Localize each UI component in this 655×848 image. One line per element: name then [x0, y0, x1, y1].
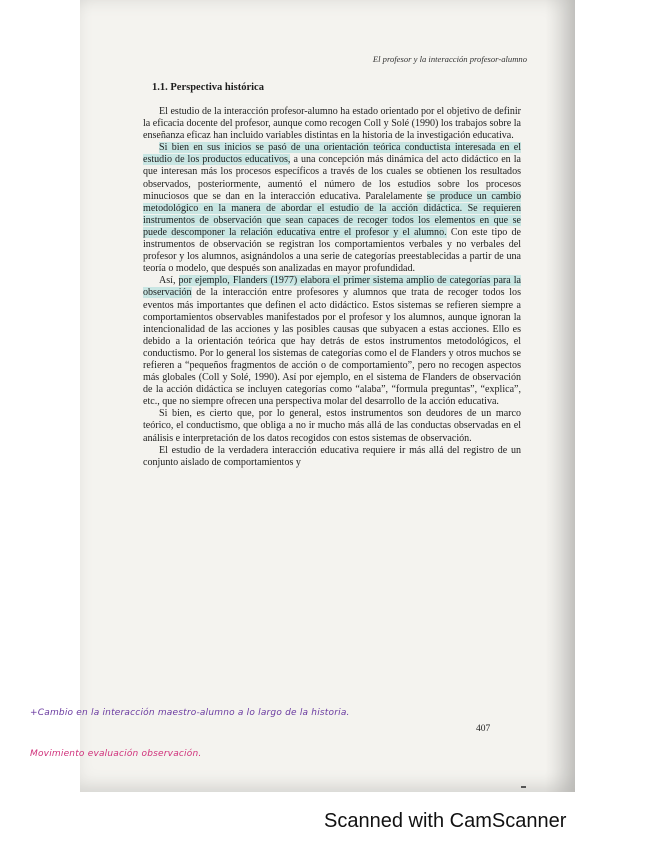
paragraph — [143, 408, 521, 444]
highlighted-text: Si bien en sus inicios se pasó de una orientación teórica conductista interesada en el estudio de los productos educativos, — [143, 142, 521, 166]
scanned-page — [80, 0, 575, 792]
handwritten-note-pink: Movimiento evaluación observación. — [30, 749, 202, 759]
handwritten-note: +Cambio en la interacción maestro-alumno a lo largo de la historia. — [30, 708, 350, 718]
section-title: 1.1. Perspectiva histórica — [152, 82, 264, 93]
text-segment: Así, — [159, 275, 179, 287]
body-text — [143, 106, 521, 469]
page-mark — [521, 786, 526, 788]
text-segment: Con este tipo de instrumentos de observación se registran los comportamientos verbales y no verbales del profesor y los alumnos, asignándolos a una serie de categorías preestablecidas a partir de una teoría o modelo, que después son analizadas en mayor profundidad. — [143, 226, 522, 275]
paragraph — [143, 106, 521, 142]
text-segment: El estudio de la verdadera interacción educativa requiere ir más allá del registro de un conjunto aislado de comportamientos y — [143, 444, 521, 468]
scanner-watermark: Scanned with CamScanner — [324, 810, 567, 832]
page-number: 407 — [476, 724, 491, 734]
paragraph — [143, 275, 521, 408]
highlighted-text: se produce un cambio metodológico en la manera de abordar el estudio de la acción didáctica. Se requieren instrumentos de observación que sean capaces de recoger todos los elementos en que se puede descomponer la relación educativa entre el profesor y el alumno. — [143, 190, 521, 238]
text-segment: Si bien, es cierto que, por lo general, estos instrumentos son deudores de un marco teórico, el conductismo, que obliga a no ir mucho más allá de las conductas observadas en el análisis e interpretación de los datos recogidos con estos sistemas de observación. — [143, 408, 521, 444]
text-segment: El estudio de la interacción profesor-alumno ha estado orientado por el objetivo de definir la eficacia docente del profesor, aunque como recogen Coll y Solé (1990) los trabajos sobre la enseñanza eficaz han incluido variables distintas en la historia de la investigación educativa. — [143, 106, 521, 142]
text-segment: a una concepción más dinámica del acto didáctico en la que interesan más los procesos específicos a través de los cuales se obtienen los resultados observados, posteriormente, aumentó el número de los estudios sobre los procesos minuciosos que se dan en la interacción educativa. Paralelamente — [143, 154, 521, 202]
text-segment: de la interacción entre profesores y alumnos que trata de recoger todos los eventos más importantes que definen el acto didáctico. Estos sistemas se refieren siempre a comportamientos observables manifestados por el profesor y los alumnos, aunque ignoran la intencionalidad de las acciones y las posibles causas que subyacen a estas acciones. Ello es debido a la orientación teórica que hay detrás de estos instrumentos metodológicos, el conductismo. Por lo general los sistemas de categorías como el de Flanders y otros muchos se refieren a “pequeños fragmentos de acción o de comportamiento”, pero no recogen aspectos más globales (Coll y Solé, 1990). Así por ejemplo, en el sistema de Flanders de observación de la acción didáctica se incluyen categorías como “alaba”, “formula preguntas”, “explica”, etc., que no siempre ofrecen una perspectiva molar del desarrollo de la acción educativa. — [143, 287, 521, 408]
paragraph — [143, 445, 521, 469]
highlighted-text: por ejemplo, Flanders (1977) elabora el primer sistema amplio de categorías para la observación — [143, 275, 522, 299]
paragraph — [143, 142, 521, 275]
running-head: El profesor y la interacción profesor-alumno — [372, 54, 527, 64]
